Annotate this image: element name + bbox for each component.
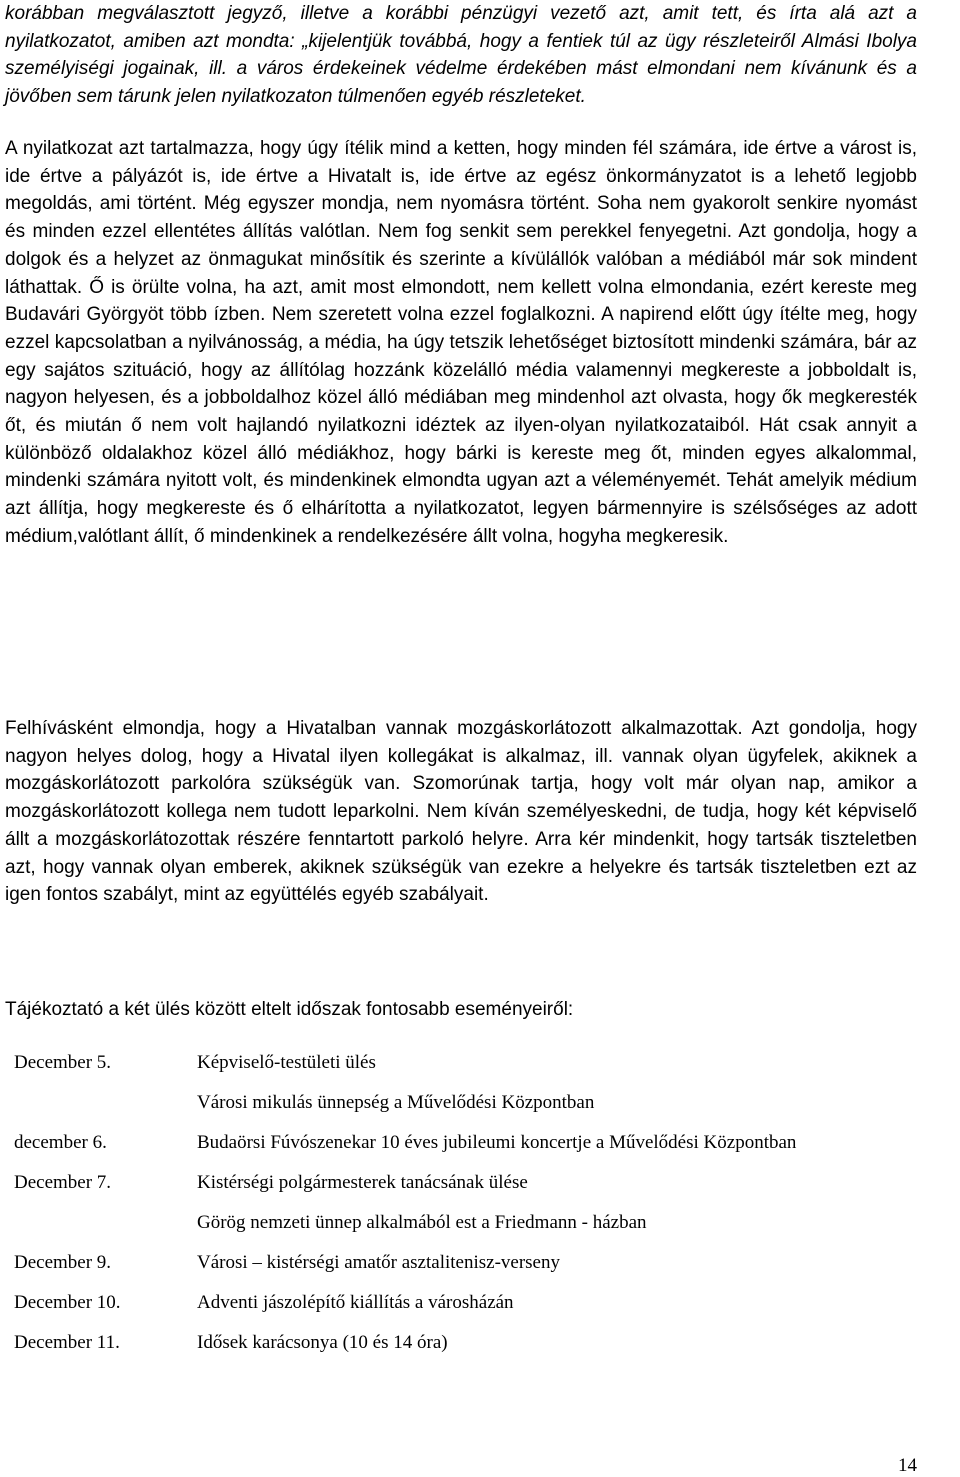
event-description: Városi mikulás ünnepség a Művelődési Központban xyxy=(197,1092,595,1113)
event-description: Képviselő-testületi ülés xyxy=(197,1052,376,1073)
event-description: Görög nemzeti ünnep alkalmából est a Friedmann - házban xyxy=(197,1212,647,1233)
event-date: December 5. xyxy=(14,1052,112,1073)
event-row xyxy=(14,1252,960,1292)
event-description: Városi – kistérségi amatőr asztalitenisz-verseny xyxy=(197,1252,560,1273)
events-list xyxy=(14,1052,960,1372)
event-description: Idősek karácsonya (10 és 14 óra) xyxy=(197,1332,448,1353)
event-description: Adventi jászolépítő kiállítás a városházán xyxy=(197,1292,514,1313)
events-heading: Tájékoztató a két ülés között eltelt időszak fontosabb eseményeiről: xyxy=(5,999,574,1020)
paragraph-statement-content: A nyilatkozat azt tartalmazza, hogy úgy ítélik mind a ketten, hogy minden fél számára, ide értve a várost is, ide értve a pályázót is, ide értve a Hivatalt is, ide értve az egész önkormányzatot is a lehető legjobb megoldás, ami történt. Még egyszer mondja, nem nyomásra történt. Soha nem gyakorolt senkire nyomást és minden ezzel ellentétes állítás valótlan. Nem fog senkit sem perekkel fenyegetni. Azt gondolja, hogy a dolgok és a helyzet az önmagukat minősítik és szerinte a kívülállók valóban a médiából már sok mindent láthattak. Ő is örülte volna, ha azt, amit most elmondott, nem kellett volna elmondania, ezért kereste meg Budavári Györgyöt több ízben. Nem szeretett volna ezzel foglalkozni. A napirend előtt úgy ítélte meg, hogy ezzel kapcsolatban a nyilvánosság, a média, ha úgy tetszik lehetőséget biztosított mindenki számára, bár az egy sajátos szituáció, hogy az állítólag hozzánk közelálló média valamennyi megkereste a jobboldalt is, nagyon helyesen, és a jobboldalhoz közel álló médiában meg mindenhol azt olvasta, hogy ők megkeresték őt, és miután ő nem volt hajlandó nyilatkozni idéztek az ilyen-olyan nyilatkozataiból. Hát csak annyit a különböző oldalakhoz közel álló médiákhoz, hogy bárki is kereste meg őt, minden egyes alkalommal, mindenki számára nyitott volt, és mindenkinek elmondta ugyan azt a véleményemét. Tehát amelyik médium azt állítja, hogy megkereste és ő elhárította a nyilatkozatot, legyen bármennyire is szélsőséges az adott médium,valótlant állít, ő mindenkinek a rendelkezésére állt volna, hogyha megkeresik. xyxy=(5,138,917,547)
event-date: December 10. xyxy=(14,1292,121,1313)
paragraph-parking-appeal: Felhívásként elmondja, hogy a Hivatalban vannak mozgáskorlátozott alkalmazottak. Azt gondolja, hogy nagyon helyes dolog, hogy a Hivatal ilyen kollegákat is alkalmaz, ill. vannak olyan ügyfelek, akiknek a mozgáskorlátozott parkolóra szükségük van. Szomorúnak tartja, hogy volt már olyan nap, amikor a mozgáskorlátozott kollega nem tudott leparkolni. Nem kíván személyeskedni, de tudja, hogy két képviselő állt a mozgáskorlátozottak részére fenntartott parkoló helyre. Arra kér mindenkit, hogy tartsák tiszteletben azt, hogy vannak olyan emberek, akiknek szükségük van ezekre a helyekre és tartsák tiszteletben ezt az igen fontos szabályt, mint az együttélés egyéb szabályait. xyxy=(5,718,917,906)
page-number: 14 xyxy=(898,1455,917,1476)
event-description: Kistérségi polgármesterek tanácsának ülése xyxy=(197,1172,528,1193)
event-row xyxy=(14,1132,960,1172)
event-date: December 7. xyxy=(14,1172,112,1193)
event-date: December 9. xyxy=(14,1252,112,1273)
paragraph-statement-quote: korábban megválasztott jegyző, illetve a korábbi pénzügyi vezető azt, amit tett, és írta alá azt a nyilatkozatot, amiben azt mondta: „kijelentjük továbbá, hogy a fentiek túl az ügy részleteiről Almási Ibolya személyiségi jogainak, ill. a város érdekeinek védelme érdekében mást elmondani nem kívánunk és a jövőben sem tárunk jelen nyilatkozaton túlmenően egyéb részleteket. xyxy=(5,3,917,108)
event-row xyxy=(14,1332,960,1372)
event-row xyxy=(14,1092,960,1132)
event-date: December 11. xyxy=(14,1332,120,1353)
event-row xyxy=(14,1172,960,1212)
event-description: Budaörsi Fúvószenekar 10 éves jubileumi koncertje a Művelődési Központban xyxy=(197,1132,797,1153)
event-row xyxy=(14,1212,960,1252)
event-row xyxy=(14,1052,960,1092)
event-date: december 6. xyxy=(14,1132,107,1153)
event-row xyxy=(14,1292,960,1332)
